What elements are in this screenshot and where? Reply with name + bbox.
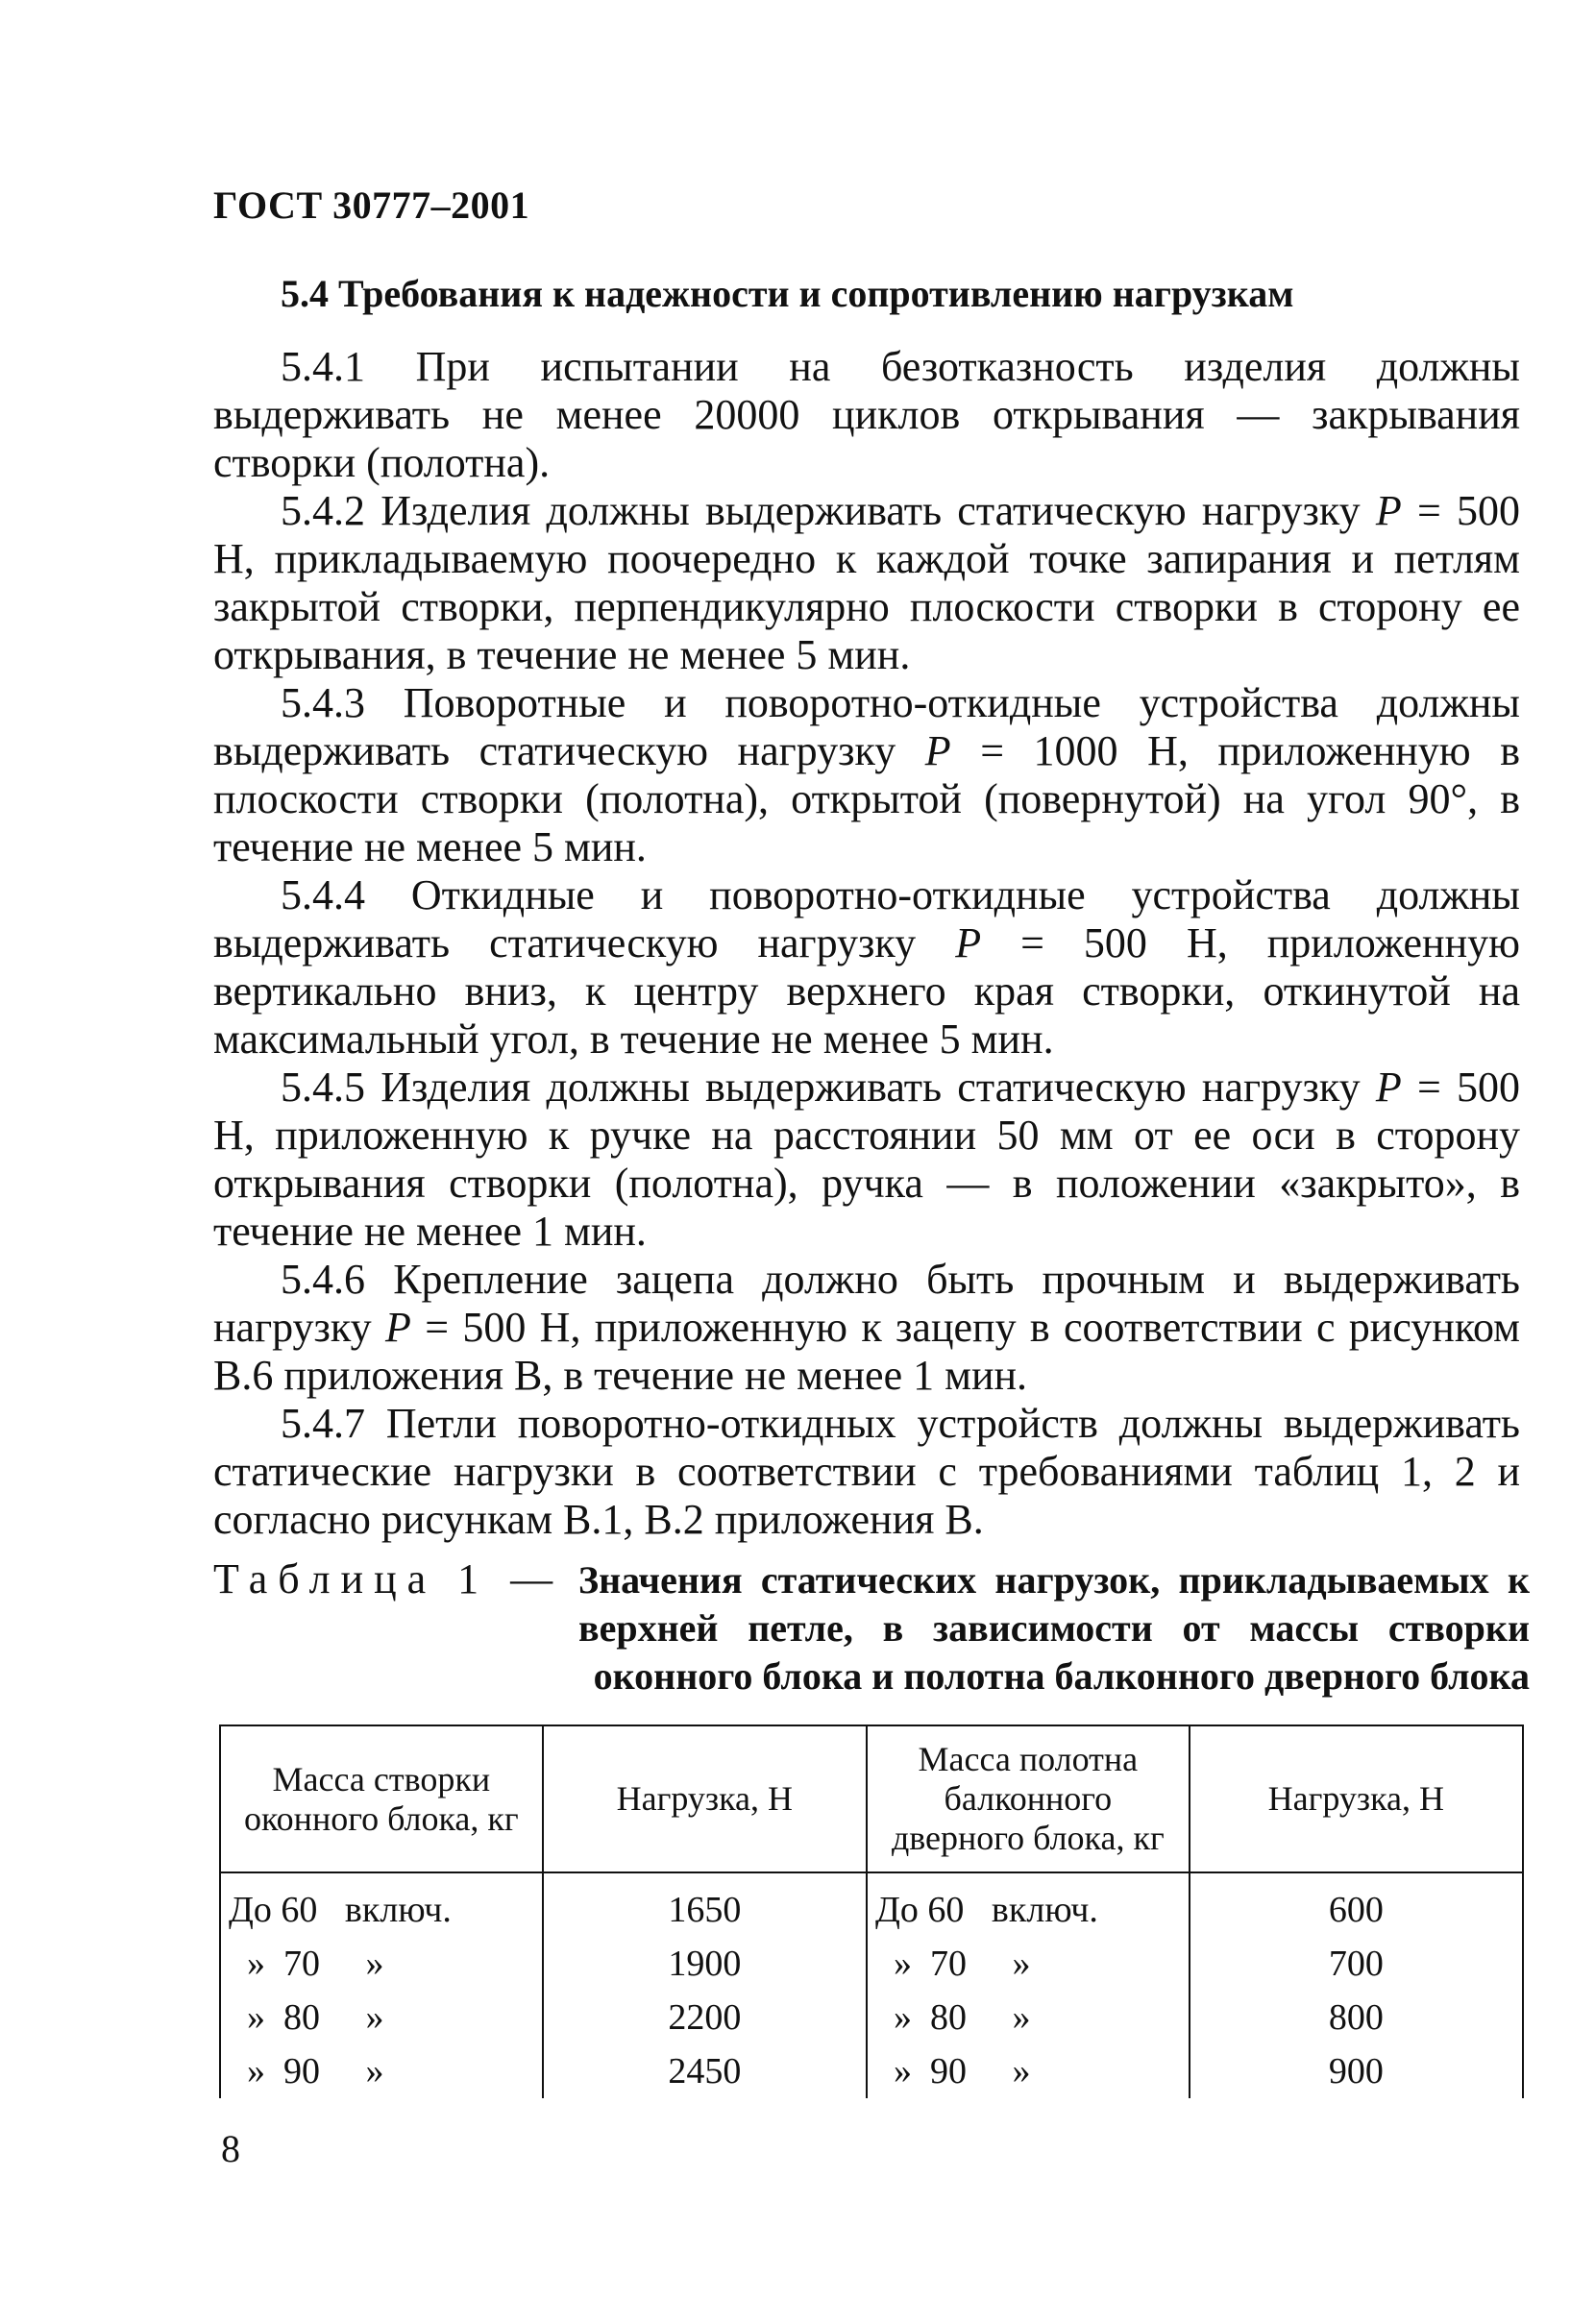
table-row bbox=[220, 1937, 1523, 1991]
variable-p: P bbox=[1375, 1064, 1402, 1111]
window-mass-cell: » 70 » bbox=[220, 1937, 543, 1991]
paragraph-5-4-3: 5.4.3 Поворотные и поворотно-откидные устройства должны выдерживать статическую нагрузку P = 1000 Н, приложенную в плоскости створки (полотна), открытой (повернутой) на угол 90°, в течение не менее 5 мин. bbox=[213, 679, 1520, 870]
header-window-mass: Масса створки оконного блока, кг bbox=[220, 1725, 543, 1872]
variable-p: P bbox=[1375, 487, 1402, 534]
door-mass-cell: » 90 » bbox=[867, 2044, 1190, 2098]
variable-p: P bbox=[924, 727, 951, 774]
table-caption-title: Значения статических нагрузок, прикладываемых к верхней петле, в зависимости от массы створки оконного блока и полотна балконного дверного блока bbox=[578, 1558, 1530, 1698]
door-mass-cell: » 70 » bbox=[867, 1937, 1190, 1991]
paragraph-5-4-2: 5.4.2 Изделия должны выдерживать статическую нагрузку P = 500 Н, прикладываемую поочередно к каждой точке запирания и петлям закрытой створки, перпендикулярно плоскости створки в сторону ее открывания, в течение не менее 5 мин. bbox=[213, 487, 1520, 678]
window-load-cell: 1650 bbox=[543, 1872, 867, 1937]
paragraph-5-4-4: 5.4.4 Откидные и поворотно-откидные устройства должны выдерживать статическую нагрузку P = 500 Н, приложенную вертикально вниз, к центру верхнего края створки, откинутой на максимальный угол, в течение не менее 5 мин. bbox=[213, 871, 1520, 1063]
table-header-row bbox=[220, 1725, 1523, 1872]
window-load-cell: 2200 bbox=[543, 1991, 867, 2044]
table-row bbox=[220, 2044, 1523, 2098]
window-mass-cell: » 80 » bbox=[220, 1991, 543, 2044]
door-load-cell: 700 bbox=[1190, 1937, 1523, 1991]
window-mass-cell: » 90 » bbox=[220, 2044, 543, 2098]
loads-table bbox=[219, 1725, 1524, 2098]
variable-p: P bbox=[385, 1304, 411, 1351]
variable-p: P bbox=[955, 919, 982, 966]
document-id: ГОСТ 30777–2001 bbox=[213, 183, 530, 227]
table-caption-label: Таблица 1 — bbox=[213, 1555, 564, 1602]
window-mass-cell: До 60 включ. bbox=[220, 1872, 543, 1937]
header-load-door: Нагрузка, Н bbox=[1190, 1725, 1523, 1872]
door-mass-cell: До 60 включ. bbox=[867, 1872, 1190, 1937]
page-number: 8 bbox=[221, 2127, 240, 2170]
header-load-window: Нагрузка, Н bbox=[543, 1725, 867, 1872]
table-row bbox=[220, 1872, 1523, 1937]
door-load-cell: 600 bbox=[1190, 1872, 1523, 1937]
paragraph-5-4-5: 5.4.5 Изделия должны выдерживать статическую нагрузку P = 500 Н, приложенную к ручке на расстоянии 50 мм от ее оси в сторону открывания створки (полотна), ручка — в положении «закрыто», в течение не менее 1 мин. bbox=[213, 1064, 1520, 1255]
paragraph-5-4-6: 5.4.6 Крепление зацепа должно быть прочным и выдерживать нагрузку P = 500 Н, приложенную к зацепу в соответствии с рисунком В.6 приложения В, в течение не менее 1 мин. bbox=[213, 1256, 1520, 1399]
window-load-cell: 1900 bbox=[543, 1937, 867, 1991]
door-mass-cell: » 80 » bbox=[867, 1991, 1190, 2044]
window-load-cell: 2450 bbox=[543, 2044, 867, 2098]
section-title: 5.4 Требования к надежности и сопротивлению нагрузкам bbox=[281, 272, 1294, 315]
door-load-cell: 900 bbox=[1190, 2044, 1523, 2098]
table-row bbox=[220, 1991, 1523, 2044]
header-door-mass: Масса полотна балконного дверного блока, кг bbox=[867, 1725, 1190, 1872]
door-load-cell: 800 bbox=[1190, 1991, 1523, 2044]
paragraph-5-4-1: 5.4.1 При испытании на безотказность изделия должны выдерживать не менее 20000 циклов открывания — закрывания створки (полотна). bbox=[213, 343, 1520, 486]
paragraph-5-4-7: 5.4.7 Петли поворотно-откидных устройств должны выдерживать статические нагрузки в соответствии с требованиями таблиц 1, 2 и согласно рисункам В.1, В.2 приложения В. bbox=[213, 1400, 1520, 1543]
